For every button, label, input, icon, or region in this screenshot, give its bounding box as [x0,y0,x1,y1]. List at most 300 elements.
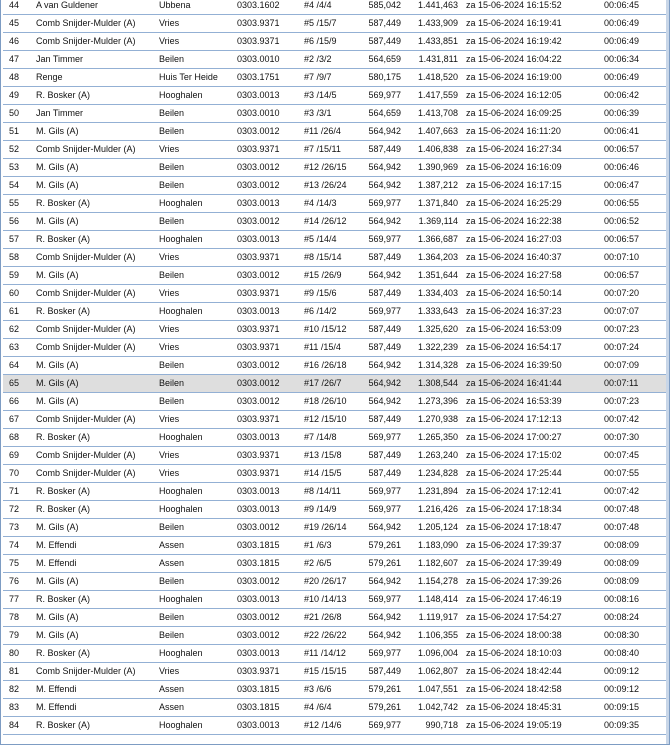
member-cell: 0303.0013 [231,231,298,249]
arrival-cell: za 15-06-2024 16:50:14 [460,285,598,303]
rank-cell: 63 [3,339,30,357]
name-cell: M. Gils (A) [30,393,153,411]
name-cell: R. Bosker (A) [30,645,153,663]
arrival-cell: za 15-06-2024 16:04:22 [460,51,598,69]
distance-cell: 587,449 [360,321,403,339]
distance-cell: 587,449 [360,465,403,483]
table-row[interactable] [3,141,666,159]
duration-cell: 00:06:46 [598,159,666,177]
distance-cell: 564,942 [360,177,403,195]
rank-cell: 80 [3,645,30,663]
distance-cell: 587,449 [360,447,403,465]
position-cell: #9 /15/6 [298,285,360,303]
duration-cell: 00:06:49 [598,69,666,87]
name-cell: M. Gils (A) [30,609,153,627]
position-cell: #16 /26/18 [298,357,360,375]
speed-cell: 1.433,909 [403,15,460,33]
speed-cell: 1.216,426 [403,501,460,519]
arrival-cell: za 15-06-2024 17:54:27 [460,609,598,627]
speed-cell: 1.325,620 [403,321,460,339]
member-cell: 0303.0013 [231,717,298,735]
duration-cell: 00:06:55 [598,195,666,213]
arrival-cell: za 15-06-2024 16:53:39 [460,393,598,411]
duration-cell: 00:09:15 [598,699,666,717]
arrival-cell: za 15-06-2024 17:39:26 [460,573,598,591]
table-row[interactable] [3,411,666,429]
rank-cell: 62 [3,321,30,339]
table-row[interactable] [3,33,666,51]
distance-cell: 564,942 [360,213,403,231]
table-row[interactable] [3,105,666,123]
name-cell: Comb Snijder-Mulder (A) [30,249,153,267]
position-cell: #2 /3/2 [298,51,360,69]
city-cell: Vries [153,321,231,339]
member-cell: 0303.9371 [231,141,298,159]
speed-cell: 1.417,559 [403,87,460,105]
table-row[interactable] [3,555,666,573]
name-cell: R. Bosker (A) [30,195,153,213]
position-cell: #22 /26/22 [298,627,360,645]
city-cell: Beilen [153,105,231,123]
arrival-cell: za 15-06-2024 16:27:58 [460,267,598,285]
table-row[interactable] [3,357,666,375]
arrival-cell: za 15-06-2024 17:18:34 [460,501,598,519]
duration-cell: 00:09:35 [598,717,666,735]
position-cell: #21 /26/8 [298,609,360,627]
member-cell: 0303.0013 [231,591,298,609]
member-cell: 0303.0012 [231,267,298,285]
table-row[interactable] [3,483,666,501]
arrival-cell: za 15-06-2024 16:09:25 [460,105,598,123]
arrival-cell: za 15-06-2024 16:40:37 [460,249,598,267]
city-cell: Hooghalen [153,501,231,519]
speed-cell: 1.314,328 [403,357,460,375]
speed-cell: 1.047,551 [403,681,460,699]
rank-cell: 76 [3,573,30,591]
city-cell: Vries [153,465,231,483]
rank-cell: 45 [3,15,30,33]
rank-cell: 70 [3,465,30,483]
duration-cell: 00:07:20 [598,285,666,303]
name-cell: M. Effendi [30,699,153,717]
arrival-cell: za 15-06-2024 17:39:37 [460,537,598,555]
table-row[interactable] [3,609,666,627]
member-cell: 0303.0013 [231,87,298,105]
duration-cell: 00:07:45 [598,447,666,465]
duration-cell: 00:07:11 [598,375,666,393]
table-row[interactable] [3,267,666,285]
city-cell: Beilen [153,267,231,285]
member-cell: 0303.9371 [231,339,298,357]
speed-cell: 1.431,811 [403,51,460,69]
table-row[interactable] [3,15,666,33]
rank-cell: 61 [3,303,30,321]
distance-cell: 579,261 [360,699,403,717]
arrival-cell: za 15-06-2024 17:00:27 [460,429,598,447]
member-cell: 0303.9371 [231,285,298,303]
rank-cell: 69 [3,447,30,465]
distance-cell: 564,942 [360,357,403,375]
table-row[interactable] [3,627,666,645]
member-cell: 0303.0012 [231,609,298,627]
table-row[interactable] [3,213,666,231]
city-cell: Vries [153,33,231,51]
duration-cell: 00:07:07 [598,303,666,321]
rank-cell: 73 [3,519,30,537]
distance-cell: 569,977 [360,429,403,447]
name-cell: Comb Snijder-Mulder (A) [30,141,153,159]
speed-cell: 1.265,350 [403,429,460,447]
arrival-cell: za 15-06-2024 16:17:15 [460,177,598,195]
duration-cell: 00:07:48 [598,519,666,537]
arrival-cell: za 15-06-2024 16:27:34 [460,141,598,159]
position-cell: #11 /15/4 [298,339,360,357]
speed-cell: 1.371,840 [403,195,460,213]
duration-cell: 00:07:48 [598,501,666,519]
speed-cell: 1.042,742 [403,699,460,717]
arrival-cell: za 15-06-2024 16:54:17 [460,339,598,357]
table-row[interactable] [3,717,666,735]
position-cell: #15 /26/9 [298,267,360,285]
name-cell: A van Guldener [30,0,153,15]
city-cell: Vries [153,411,231,429]
table-row[interactable] [3,0,666,15]
rank-cell: 54 [3,177,30,195]
arrival-cell: za 15-06-2024 16:41:44 [460,375,598,393]
scrollbar-track[interactable] [666,0,669,744]
member-cell: 0303.0013 [231,645,298,663]
member-cell: 0303.9371 [231,411,298,429]
position-cell: #4 /14/3 [298,195,360,213]
name-cell: Comb Snijder-Mulder (A) [30,321,153,339]
distance-cell: 564,942 [360,573,403,591]
table-row[interactable] [3,285,666,303]
arrival-cell: za 15-06-2024 16:27:03 [460,231,598,249]
city-cell: Vries [153,663,231,681]
rank-cell: 66 [3,393,30,411]
table-row[interactable] [3,321,666,339]
rank-cell: 72 [3,501,30,519]
arrival-cell: za 15-06-2024 16:11:20 [460,123,598,141]
rank-cell: 57 [3,231,30,249]
member-cell: 0303.0012 [231,213,298,231]
name-cell: M. Gils (A) [30,519,153,537]
duration-cell: 00:06:34 [598,51,666,69]
arrival-cell: za 15-06-2024 17:25:44 [460,465,598,483]
position-cell: #3 /14/5 [298,87,360,105]
speed-cell: 1.106,355 [403,627,460,645]
distance-cell: 569,977 [360,483,403,501]
distance-cell: 569,977 [360,645,403,663]
position-cell: #12 /14/6 [298,717,360,735]
member-cell: 0303.0012 [231,375,298,393]
position-cell: #15 /15/15 [298,663,360,681]
position-cell: #18 /26/10 [298,393,360,411]
rank-cell: 60 [3,285,30,303]
speed-cell: 1.441,463 [403,0,460,15]
speed-cell: 1.205,124 [403,519,460,537]
member-cell: 0303.0010 [231,105,298,123]
distance-cell: 564,942 [360,627,403,645]
duration-cell: 00:07:30 [598,429,666,447]
position-cell: #12 /26/15 [298,159,360,177]
arrival-cell: za 15-06-2024 18:10:03 [460,645,598,663]
city-cell: Hooghalen [153,429,231,447]
member-cell: 0303.0013 [231,195,298,213]
duration-cell: 00:06:41 [598,123,666,141]
city-cell: Vries [153,285,231,303]
speed-cell: 1.433,851 [403,33,460,51]
city-cell: Beilen [153,519,231,537]
city-cell: Beilen [153,627,231,645]
table-row[interactable] [3,159,666,177]
speed-cell: 1.154,278 [403,573,460,591]
distance-cell: 564,942 [360,375,403,393]
member-cell: 0303.9371 [231,15,298,33]
table-row[interactable] [3,177,666,195]
member-cell: 0303.0012 [231,393,298,411]
distance-cell: 587,449 [360,249,403,267]
rank-cell: 74 [3,537,30,555]
duration-cell: 00:06:39 [598,105,666,123]
table-row[interactable] [3,645,666,663]
city-cell: Vries [153,141,231,159]
duration-cell: 00:08:40 [598,645,666,663]
city-cell: Beilen [153,213,231,231]
duration-cell: 00:06:45 [598,0,666,15]
speed-cell: 1.263,240 [403,447,460,465]
distance-cell: 579,261 [360,681,403,699]
arrival-cell: za 15-06-2024 17:15:02 [460,447,598,465]
name-cell: R. Bosker (A) [30,231,153,249]
results-table-body [3,0,666,735]
city-cell: Beilen [153,159,231,177]
distance-cell: 587,449 [360,15,403,33]
distance-cell: 569,977 [360,717,403,735]
arrival-cell: za 15-06-2024 18:00:38 [460,627,598,645]
speed-cell: 1.148,414 [403,591,460,609]
duration-cell: 00:07:42 [598,411,666,429]
name-cell: M. Gils (A) [30,573,153,591]
name-cell: R. Bosker (A) [30,303,153,321]
name-cell: Comb Snijder-Mulder (A) [30,33,153,51]
member-cell: 0303.0013 [231,429,298,447]
duration-cell: 00:06:42 [598,87,666,105]
arrival-cell: za 15-06-2024 17:12:41 [460,483,598,501]
name-cell: M. Effendi [30,537,153,555]
member-cell: 0303.9371 [231,33,298,51]
distance-cell: 579,261 [360,537,403,555]
rank-cell: 51 [3,123,30,141]
arrival-cell: za 15-06-2024 17:18:47 [460,519,598,537]
member-cell: 0303.0013 [231,501,298,519]
speed-cell: 990,718 [403,717,460,735]
distance-cell: 569,977 [360,195,403,213]
member-cell: 0303.0012 [231,357,298,375]
name-cell: Comb Snijder-Mulder (A) [30,339,153,357]
city-cell: Vries [153,249,231,267]
position-cell: #4 /6/4 [298,699,360,717]
distance-cell: 587,449 [360,663,403,681]
name-cell: M. Gils (A) [30,213,153,231]
position-cell: #17 /26/7 [298,375,360,393]
name-cell: M. Effendi [30,555,153,573]
position-cell: #20 /26/17 [298,573,360,591]
distance-cell: 569,977 [360,231,403,249]
city-cell: Beilen [153,375,231,393]
city-cell: Assen [153,699,231,717]
position-cell: #19 /26/14 [298,519,360,537]
arrival-cell: za 15-06-2024 16:39:50 [460,357,598,375]
rank-cell: 67 [3,411,30,429]
name-cell: M. Gils (A) [30,375,153,393]
table-row[interactable] [3,447,666,465]
city-cell: Hooghalen [153,87,231,105]
results-table [3,0,666,735]
position-cell: #8 /14/11 [298,483,360,501]
member-cell: 0303.1815 [231,555,298,573]
arrival-cell: za 15-06-2024 16:22:38 [460,213,598,231]
rank-cell: 77 [3,591,30,609]
member-cell: 0303.0012 [231,627,298,645]
table-row[interactable] [3,249,666,267]
duration-cell: 00:07:23 [598,321,666,339]
distance-cell: 564,942 [360,267,403,285]
arrival-cell: za 15-06-2024 16:16:09 [460,159,598,177]
distance-cell: 569,977 [360,87,403,105]
rank-cell: 56 [3,213,30,231]
rank-cell: 71 [3,483,30,501]
city-cell: Vries [153,15,231,33]
speed-cell: 1.270,938 [403,411,460,429]
position-cell: #13 /26/24 [298,177,360,195]
name-cell: R. Bosker (A) [30,501,153,519]
member-cell: 0303.9371 [231,321,298,339]
duration-cell: 00:08:24 [598,609,666,627]
city-cell: Beilen [153,393,231,411]
city-cell: Beilen [153,609,231,627]
rank-cell: 83 [3,699,30,717]
rank-cell: 84 [3,717,30,735]
table-row[interactable] [3,123,666,141]
member-cell: 0303.0012 [231,573,298,591]
position-cell: #10 /14/13 [298,591,360,609]
member-cell: 0303.0012 [231,177,298,195]
position-cell: #9 /14/9 [298,501,360,519]
distance-cell: 564,942 [360,123,403,141]
table-row[interactable] [3,537,666,555]
duration-cell: 00:06:49 [598,33,666,51]
table-row[interactable] [3,519,666,537]
member-cell: 0303.1602 [231,0,298,15]
member-cell: 0303.9371 [231,447,298,465]
position-cell: #4 /4/4 [298,0,360,15]
table-row[interactable] [3,591,666,609]
table-row[interactable] [3,429,666,447]
member-cell: 0303.0012 [231,519,298,537]
table-row[interactable] [3,393,666,411]
city-cell: Hooghalen [153,195,231,213]
position-cell: #14 /15/5 [298,465,360,483]
name-cell: Comb Snijder-Mulder (A) [30,663,153,681]
speed-cell: 1.333,643 [403,303,460,321]
table-row[interactable] [3,663,666,681]
name-cell: M. Gils (A) [30,159,153,177]
duration-cell: 00:07:23 [598,393,666,411]
duration-cell: 00:06:57 [598,267,666,285]
distance-cell: 569,977 [360,591,403,609]
table-row[interactable] [3,69,666,87]
name-cell: Comb Snijder-Mulder (A) [30,447,153,465]
city-cell: Beilen [153,177,231,195]
table-row[interactable] [3,303,666,321]
name-cell: R. Bosker (A) [30,717,153,735]
duration-cell: 00:06:57 [598,231,666,249]
duration-cell: 00:07:24 [598,339,666,357]
position-cell: #6 /14/2 [298,303,360,321]
position-cell: #14 /26/12 [298,213,360,231]
position-cell: #5 /15/7 [298,15,360,33]
table-row[interactable] [3,375,666,393]
rank-cell: 79 [3,627,30,645]
arrival-cell: za 15-06-2024 17:12:13 [460,411,598,429]
duration-cell: 00:06:52 [598,213,666,231]
speed-cell: 1.273,396 [403,393,460,411]
rank-cell: 46 [3,33,30,51]
duration-cell: 00:07:42 [598,483,666,501]
city-cell: Vries [153,447,231,465]
table-row[interactable] [3,231,666,249]
speed-cell: 1.334,403 [403,285,460,303]
arrival-cell: za 15-06-2024 16:25:29 [460,195,598,213]
name-cell: R. Bosker (A) [30,87,153,105]
table-row[interactable] [3,195,666,213]
table-row[interactable] [3,681,666,699]
duration-cell: 00:08:16 [598,591,666,609]
name-cell: Jan Timmer [30,105,153,123]
table-row[interactable] [3,465,666,483]
rank-cell: 58 [3,249,30,267]
table-row[interactable] [3,573,666,591]
table-row[interactable] [3,51,666,69]
name-cell: R. Bosker (A) [30,591,153,609]
rank-cell: 53 [3,159,30,177]
name-cell: Jan Timmer [30,51,153,69]
arrival-cell: za 15-06-2024 17:46:19 [460,591,598,609]
name-cell: M. Gils (A) [30,357,153,375]
table-row[interactable] [3,699,666,717]
rank-cell: 55 [3,195,30,213]
name-cell: M. Gils (A) [30,267,153,285]
speed-cell: 1.351,644 [403,267,460,285]
table-row[interactable] [3,501,666,519]
position-cell: #6 /15/9 [298,33,360,51]
table-row[interactable] [3,87,666,105]
distance-cell: 587,449 [360,285,403,303]
duration-cell: 00:09:12 [598,663,666,681]
distance-cell: 587,449 [360,339,403,357]
position-cell: #3 /3/1 [298,105,360,123]
rank-cell: 48 [3,69,30,87]
duration-cell: 00:06:57 [598,141,666,159]
city-cell: Beilen [153,573,231,591]
city-cell: Beilen [153,51,231,69]
table-row[interactable] [3,339,666,357]
member-cell: 0303.1751 [231,69,298,87]
speed-cell: 1.234,828 [403,465,460,483]
rank-cell: 82 [3,681,30,699]
city-cell: Hooghalen [153,483,231,501]
